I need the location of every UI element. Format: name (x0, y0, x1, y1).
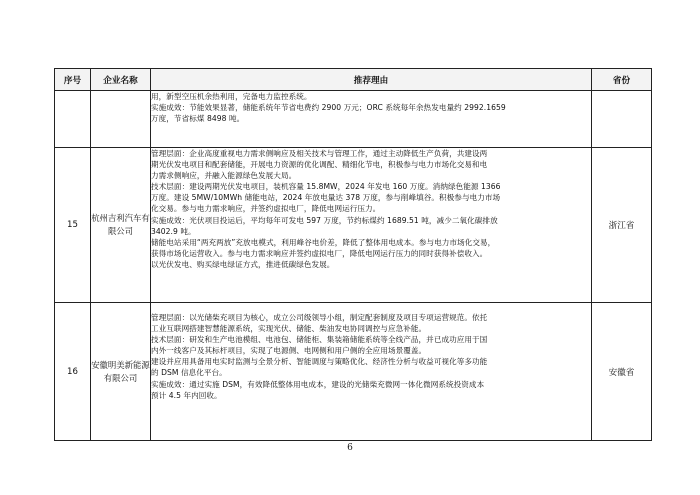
cell-company: 杭州吉利汽车有限公司 (91, 148, 151, 303)
table-row (55, 303, 652, 441)
reason-line: 以光伏发电、购买绿电绿证方式，推进低碳绿色发展。 (151, 259, 335, 269)
cell-no-empty (55, 91, 91, 148)
table-header-row (55, 69, 652, 91)
table-row-continued (55, 91, 652, 148)
reason-line: 实施成效：节能效果显著，储能系统年节省电费约 2900 万元；ORC 系统每年余热发电量约 2992.1659 (151, 103, 506, 113)
header-no: 序号 (55, 69, 91, 91)
reason-line: 的 DSM 信息化平台。 (151, 368, 227, 378)
cell-reason-continued (151, 91, 592, 148)
reason-line: 3402.9 吨。 (151, 226, 196, 236)
reason-line: 管理层面：企业高度重视电力需求侧响应及相关技术与管理工作，通过主动降低生产负荷，共建设两 (151, 149, 488, 158)
reason-line: 工业互联网搭建智慧能源系统，实现光伏、储能、柴油发电协同调控与应急补能。 (151, 324, 427, 334)
reason-line: 内外一线客户及其标杆项目，实现了电源侧、电网侧和用户侧的全应用场景覆盖。 (151, 346, 427, 356)
recommendation-table (54, 68, 652, 441)
cell-province-empty (592, 91, 652, 148)
reason-line: 技术层面：建设两期光伏发电项目，装机容量 15.8MW，2024 年发电 160 万度。消纳绿色能源 1366 (151, 182, 501, 192)
cell-no: 16 (55, 303, 91, 441)
cell-company-empty (91, 91, 151, 148)
cell-province: 安徽省 (592, 303, 652, 441)
reason-line: 储能电站采用“两充两放”充放电模式，利用峰谷电价差，降低了整体用电成本。参与电力市场化交易， (151, 237, 496, 247)
reason-line: 技术层面：研发和生产电池模组、电池包、储能柜、集装箱储能系统等全线产品，并已成功应用于国 (151, 335, 488, 345)
cell-reason (151, 148, 592, 303)
reason-line: 预计 4.5 年内回收。 (151, 390, 222, 400)
reason-line: 实施成效：通过实施 DSM，有效降低整体用电成本，建设的光储柴充微网一体化微网系统投资成本 (151, 379, 485, 389)
header-company: 企业名称 (91, 69, 151, 91)
cell-company: 安徽明美新能源有限公司 (91, 303, 151, 441)
cell-province: 浙江省 (592, 148, 652, 303)
header-reason: 推荐理由 (151, 69, 592, 91)
reason-line: 万度。建设 5MW/10MWh 储能电站，2024 年放电量达 378 万度，参与削峰填谷。积极参与电力市场 (151, 193, 501, 203)
reason-line: 期光伏发电项目和配套储能，开展电力资源的优化调配、精细化节电，积极参与电力市场化交易和电 (151, 160, 488, 170)
reason-line: 管理层面：以光储柴充项目为核心，成立公司级领导小组，制定配套制度及项目专项运营规范。依托 (151, 313, 488, 322)
reason-line: 实施成效：光伏项目投运后，平均每年可发电 597 万度，节约标煤约 1689.51 吨，减少二氧化碳排放 (151, 215, 498, 225)
reason-line: 获得市场化运营收入。参与电力需求响应并签约虚拟电厂，降低电网运行压力的同时获得补偿收入。 (151, 248, 488, 258)
table-row (55, 148, 652, 303)
reason-line: 力需求侧响应，并融入能源绿色发展大局。 (151, 171, 297, 181)
cell-no: 15 (55, 148, 91, 303)
page-number: 6 (347, 443, 353, 453)
reason-line: 用，新型空压机余热利用，完备电力监控系统。 (151, 92, 312, 101)
cell-reason (151, 303, 592, 441)
reason-line: 化交易。参与电力需求响应，并签约虚拟电厂，降低电网运行压力。 (151, 204, 381, 214)
reason-line: 建设并应用具备用电实时监测与全景分析、智能调度与策略优化、经济性分析与收益可视化等多功能 (151, 357, 488, 367)
reason-line: 万度，节省标煤 8498 吨。 (151, 114, 245, 124)
header-province: 省份 (592, 69, 652, 91)
